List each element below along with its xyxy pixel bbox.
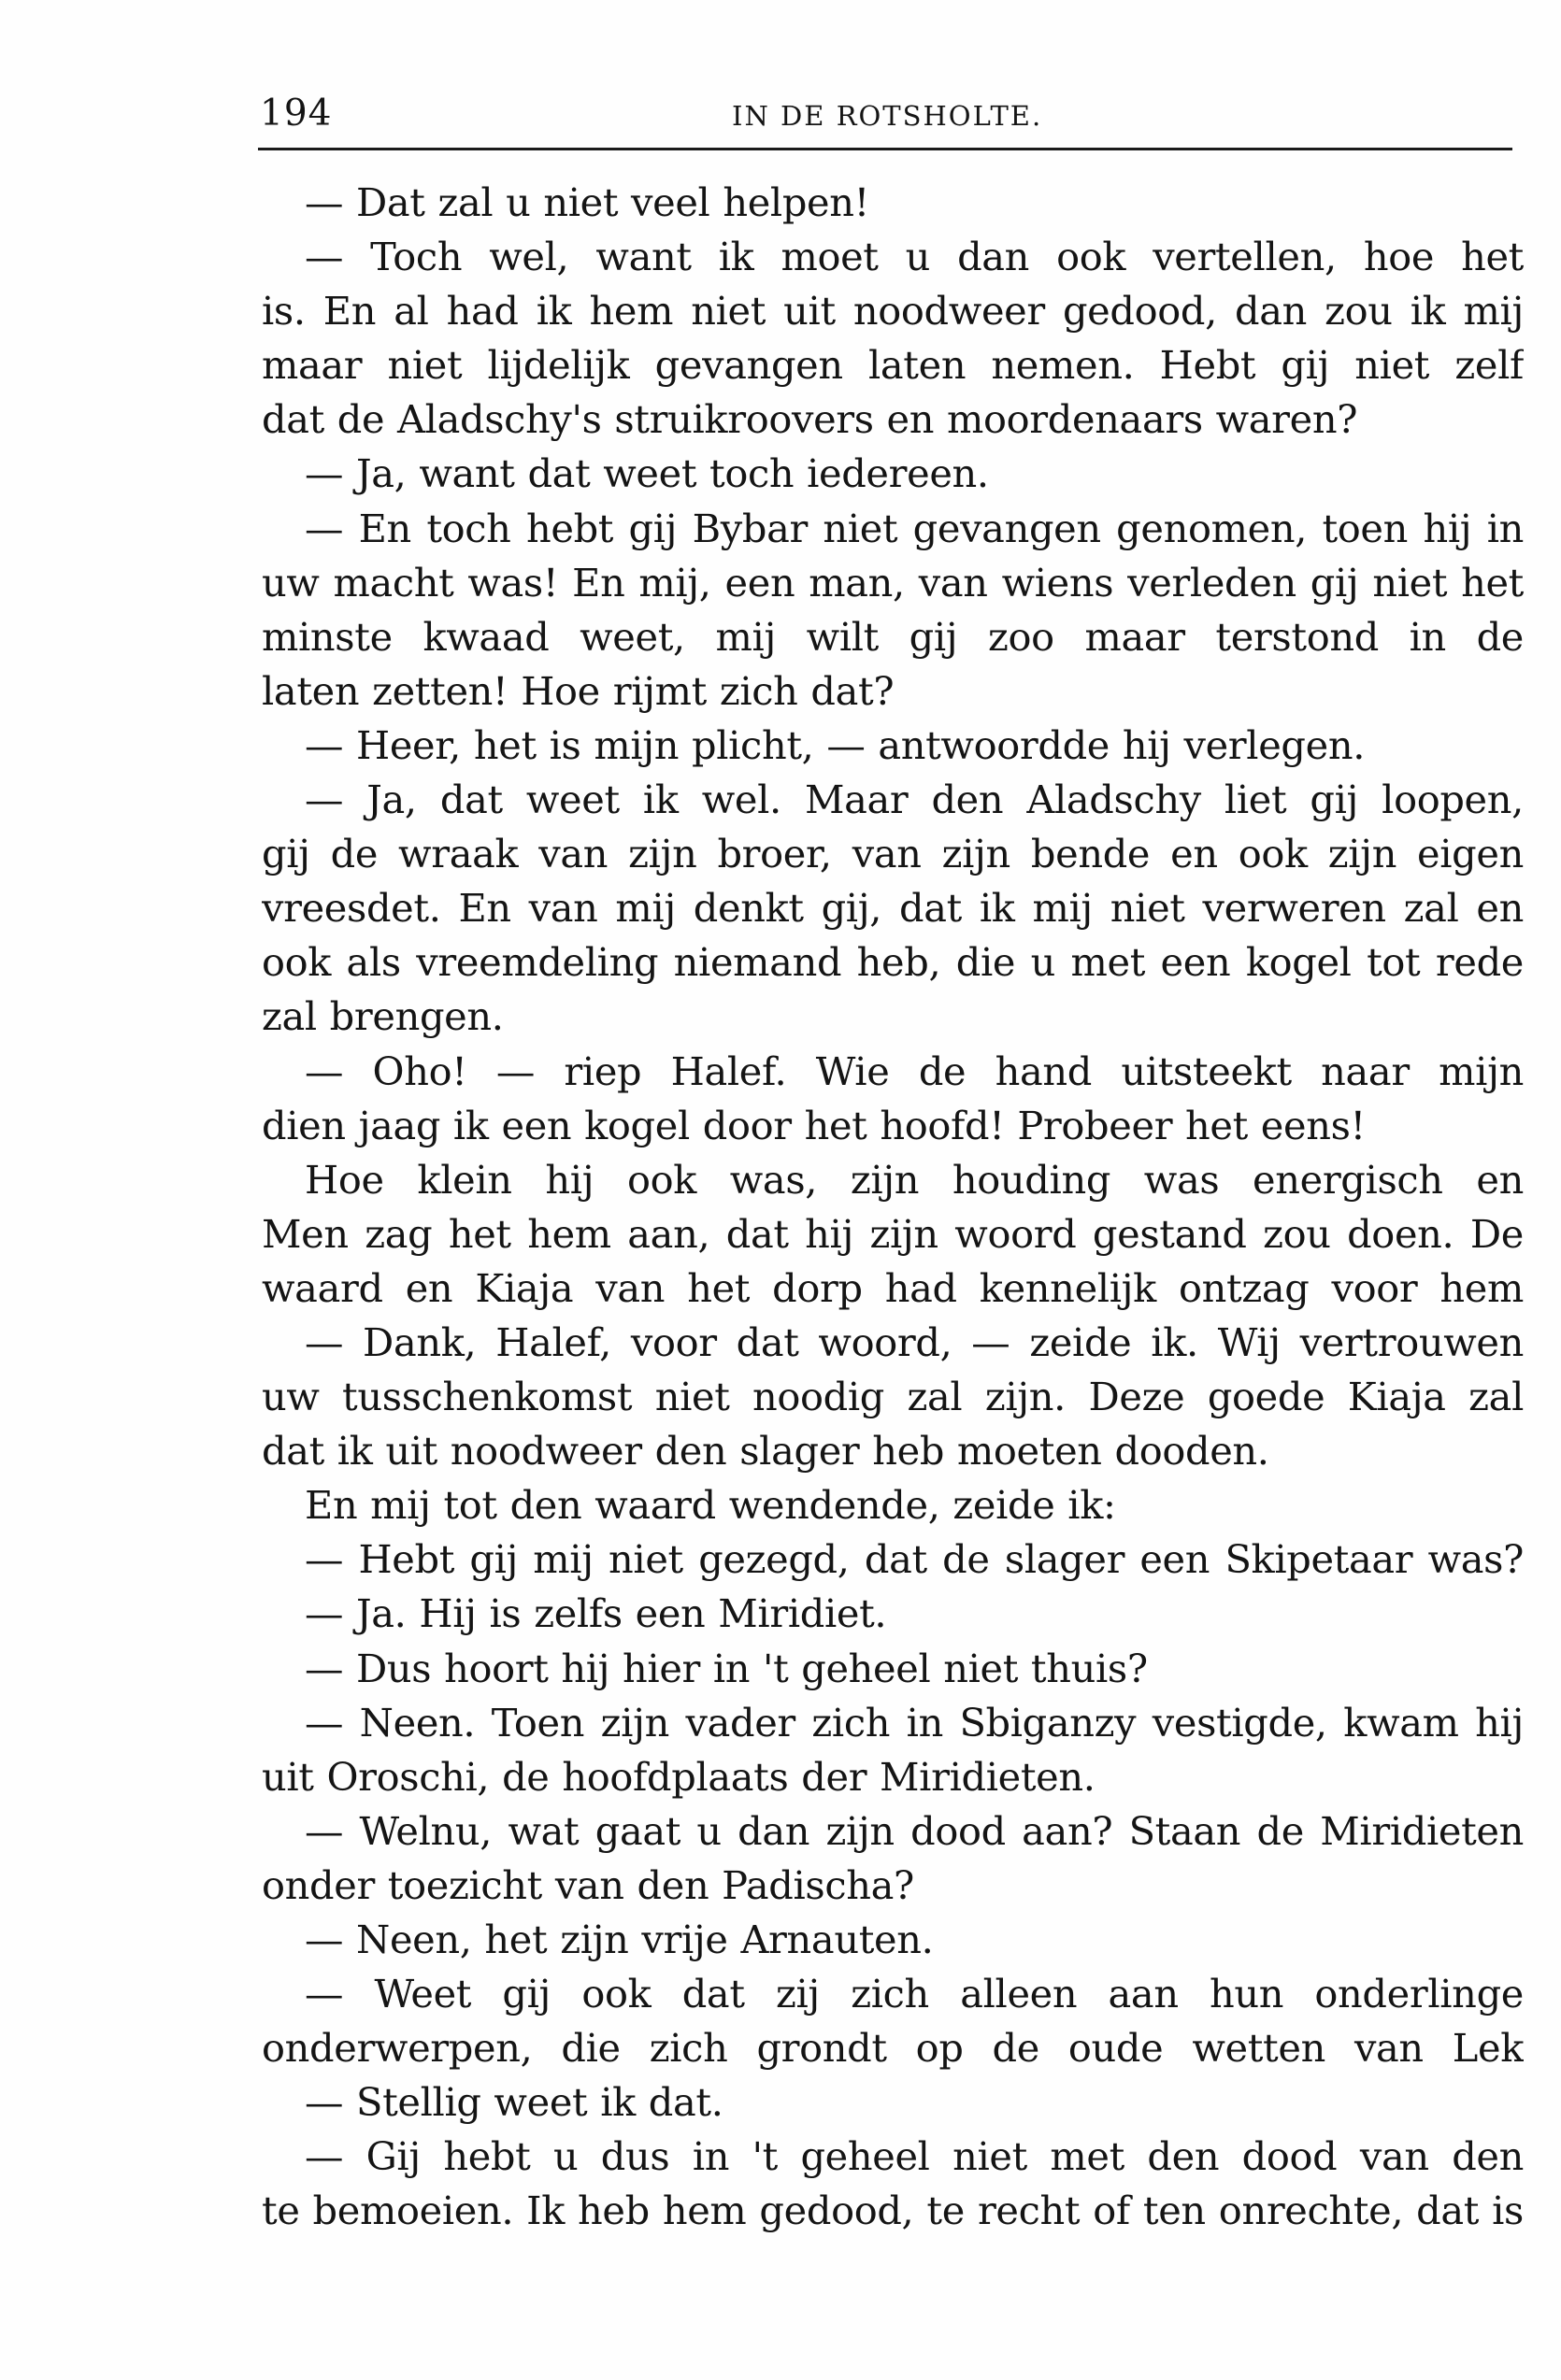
text-line: Hoe klein hij ook was, zijn houding was energisch en xyxy=(305,1156,1524,1203)
text-line: dien jaag ik een kogel door het hoofd! Probeer het eens! xyxy=(262,1102,1366,1148)
text-line: dat de Aladschy's struikroovers en moordenaars waren? xyxy=(262,396,1358,443)
text-line: vreesdet. En van mij denkt gij, dat ik mij niet verweren zal en xyxy=(262,885,1524,932)
text-line: — Dus hoort hij hier in 't geheel niet thuis? xyxy=(305,1645,1148,1691)
text-line: maar niet lijdelijk gevangen laten nemen. Hebt gij niet zelf xyxy=(262,342,1524,389)
header-rule xyxy=(258,148,1512,150)
running-title: IN DE ROTSHOLTE. xyxy=(732,100,1043,132)
text-line: — Neen, het zijn vrije Arnauten. xyxy=(305,1917,934,1962)
text-line: — Oho! — riep Halef. Wie de hand uitsteekt naar mijn xyxy=(305,1047,1524,1094)
text-line: — Ja, want dat weet toch iedereen. xyxy=(305,450,989,497)
page-header xyxy=(260,86,1512,142)
text-line: — Toch wel, want ik moet u dan ook vertellen, hoe het xyxy=(305,234,1524,280)
text-line: — Hebt gij mij niet gezegd, dat de slager een Skipetaar was? xyxy=(305,1536,1524,1583)
text-line: — Welnu, wat gaat u dan zijn dood aan? Staan de Miridieten xyxy=(305,1807,1524,1854)
text-line: ook als vreemdeling niemand heb, die u met een kogel tot rede xyxy=(262,939,1524,986)
text-line: is. En al had ik hem niet uit noodweer gedood, dan zou ik mij xyxy=(262,288,1524,335)
text-line: — Heer, het is mijn plicht, — antwoordde hij verlegen. xyxy=(305,721,1366,768)
text-line: laten zetten! Hoe rijmt zich dat? xyxy=(262,667,895,714)
text-line: zal brengen. xyxy=(262,993,504,1040)
text-line: uw tusschenkomst niet noodig zal zijn. Deze goede Kiaja zal xyxy=(262,1374,1524,1420)
text-line: gij de wraak van zijn broer, van zijn bende en ook zijn eigen xyxy=(262,831,1524,877)
text-line: waard en Kiaja van het dorp had kennelijk ontzag voor hem xyxy=(262,1264,1524,1311)
text-line: te bemoeien. Ik heb hem gedood, te recht of ten onrechte, dat is xyxy=(262,2188,1524,2234)
text-line: — Gij hebt u dus in 't geheel niet met den dood van den xyxy=(305,2133,1524,2180)
text-line: — Neen. Toen zijn vader zich in Sbiganzy vestigde, kwam hij xyxy=(305,1699,1524,1746)
text-line: — Dank, Halef, voor dat woord, — zeide ik. Wij vertrouwen xyxy=(305,1318,1524,1365)
text-line: — Ja, dat weet ik wel. Maar den Aladschy liet gij loopen, xyxy=(305,777,1524,823)
text-line: uit Oroschi, de hoofdplaats der Miridieten. xyxy=(262,1753,1096,1800)
text-line: — Stellig weet ik dat. xyxy=(305,2079,723,2126)
text-line: — Dat zal u niet veel helpen! xyxy=(305,179,869,225)
text-line: dat ik uit noodweer den slager heb moeten dooden. xyxy=(262,1428,1269,1475)
text-line: — Weet gij ook dat zij zich alleen aan hun onderlinge xyxy=(305,1971,1524,2017)
text-line: onder toezicht van den Padischa? xyxy=(262,1861,914,1908)
page-number: 194 xyxy=(260,93,333,135)
text-line: Men zag het hem aan, dat hij zijn woord gestand zou doen. De xyxy=(262,1210,1524,1257)
text-line: minste kwaad weet, mij wilt gij zoo maar terstond in de xyxy=(262,613,1524,660)
text-line: onderwerpen, die zich grondt op de oude wetten van Lek xyxy=(262,2025,1524,2072)
text-line: — Ja. Hij is zelfs een Miridiet. xyxy=(305,1590,887,1637)
text-line: uw macht was! En mij, een man, van wiens verleden gij niet het xyxy=(262,559,1524,606)
body-text xyxy=(262,176,1524,2239)
text-line: En mij tot den waard wendende, zeide ik: xyxy=(305,1482,1116,1529)
text-line: — En toch hebt gij Bybar niet gevangen genomen, toen hij in xyxy=(305,505,1524,551)
